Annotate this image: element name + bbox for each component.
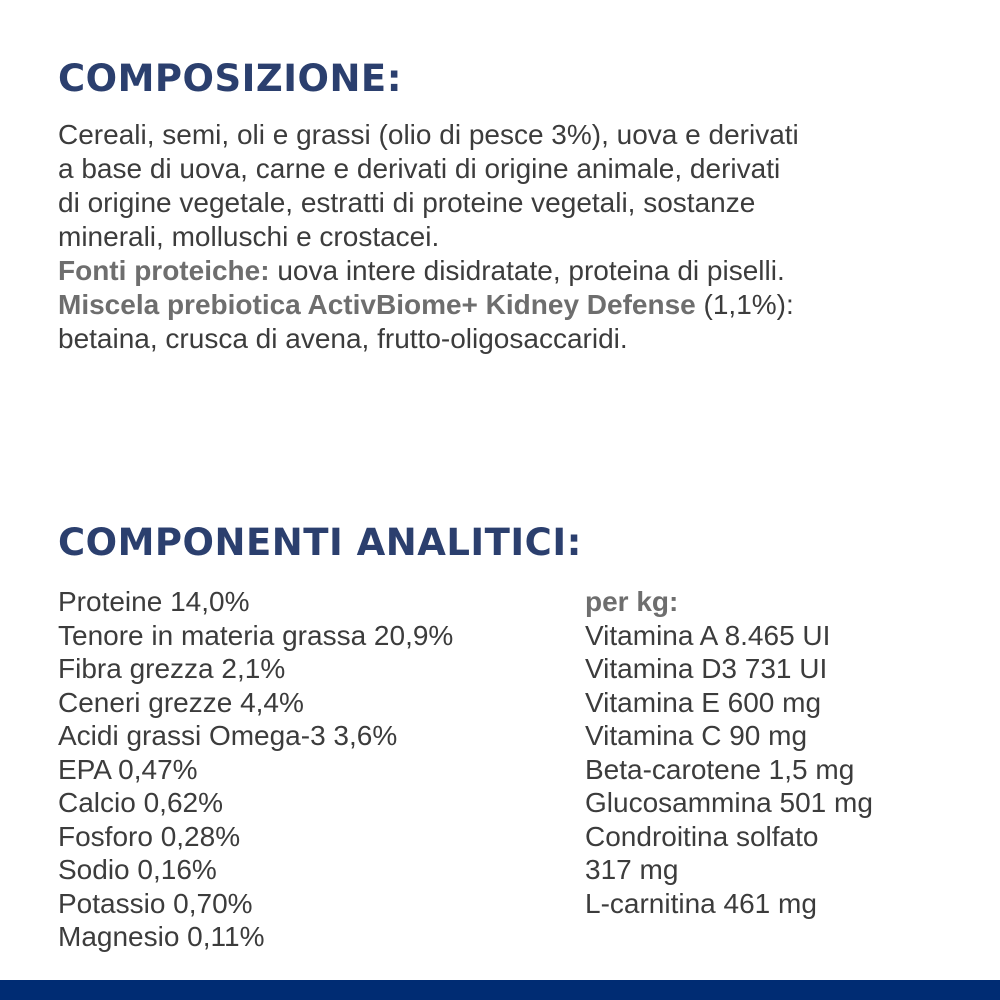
prebiotic-blend-percentage: (1,1%): (695, 289, 794, 320)
analytic-item: Tenore in materia grassa 20,9% (58, 619, 454, 651)
vitamin-item: 317 mg (585, 854, 679, 885)
vitamin-item: Vitamina D3 731 UI (585, 653, 828, 684)
vitamin-item: Vitamina E 600 mg (585, 686, 822, 718)
per-kg-heading: per kg: (585, 586, 679, 617)
analytic-components-heading: COMPONENTI ANALITICI: (58, 521, 582, 564)
vitamin-item: L-carnitina 461 mg (585, 887, 817, 919)
protein-sources (58, 254, 978, 288)
analytic-left-column (58, 585, 568, 954)
prebiotic-blend-label: Miscela prebiotica ActivBiome+ Kidney Defense (58, 289, 696, 320)
ingredients-line: a base di uova, carne e derivati di origine animale, derivati (58, 153, 781, 184)
vitamin-item: Vitamina A 8.465 UI (585, 619, 831, 651)
vitamin-item: Beta-carotene 1,5 mg (585, 753, 855, 785)
composition-section (58, 118, 978, 356)
prebiotic-blend-text: betaina, crusca di avena, frutto-oligosaccaridi. (58, 323, 628, 354)
prebiotic-blend (58, 288, 978, 356)
analytic-item: Calcio 0,62% (58, 787, 223, 818)
protein-sources-text: uova intere disidratate, proteina di piselli. (269, 255, 785, 286)
ingredients-text (58, 118, 978, 254)
analytic-item: Magnesio 0,11% (58, 921, 265, 952)
protein-sources-label: Fonti proteiche: (58, 255, 270, 286)
analytic-item: Ceneri grezze 4,4% (58, 686, 304, 718)
ingredients-line: di origine vegetale, estratti di proteine vegetali, sostanze (58, 187, 756, 218)
ingredients-line: minerali, molluschi e crostacei. (58, 221, 440, 252)
analytic-right-column (585, 585, 985, 920)
analytic-item: Acidi grassi Omega-3 3,6% (58, 720, 398, 751)
analytic-item: Potassio 0,70% (58, 887, 253, 919)
analytic-item: Fibra grezza 2,1% (58, 653, 286, 684)
composition-heading: COMPOSIZIONE: (58, 57, 402, 100)
vitamin-item: Glucosammina 501 mg (585, 787, 873, 818)
analytic-item: Sodio 0,16% (58, 854, 217, 885)
ingredients-line: Cereali, semi, oli e grassi (olio di pesce 3%), uova e derivati (58, 119, 799, 150)
analytic-item: Fosforo 0,28% (58, 820, 241, 852)
analytic-item: EPA 0,47% (58, 753, 198, 785)
analytic-item: Proteine 14,0% (58, 586, 250, 617)
vitamin-item: Condroitina solfato (585, 820, 819, 852)
bottom-brand-bar (0, 980, 1000, 1000)
vitamin-item: Vitamina C 90 mg (585, 720, 808, 751)
